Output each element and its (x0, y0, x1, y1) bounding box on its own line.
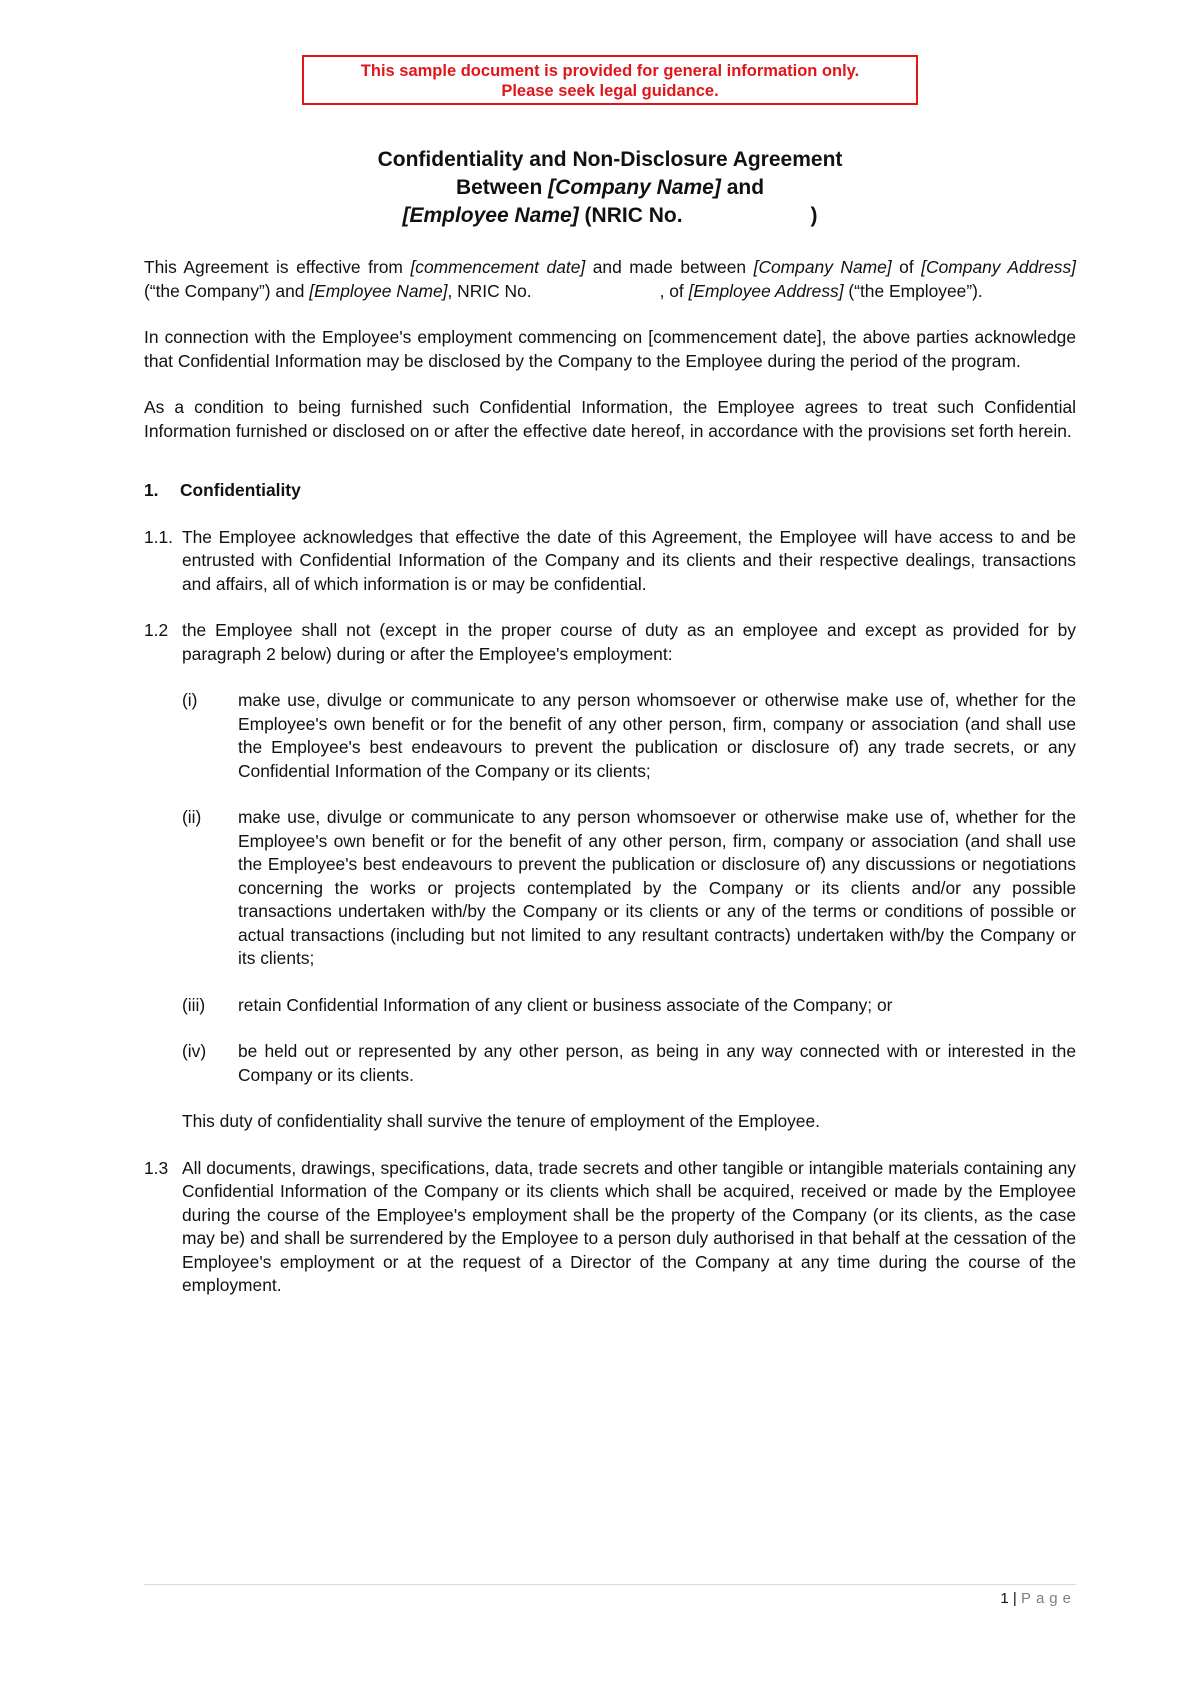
agreement-title (144, 146, 1076, 230)
title-between: Between (455, 176, 549, 199)
clause-1-3 (144, 1157, 1076, 1298)
item-number: (iv) (182, 1041, 207, 1061)
clause-1-2-items (182, 689, 1076, 1087)
title-and: and (720, 176, 765, 199)
title-nric-label: (NRIC No. (578, 204, 683, 227)
survival-paragraph: This duty of confidentiality shall survive the tenure of employment of the Employee. (182, 1111, 820, 1131)
section-title: Confidentiality (180, 480, 301, 500)
section-1-heading (144, 479, 1076, 503)
title-close-paren: ) (810, 204, 818, 227)
title-company-placeholder: [Company Name] (548, 176, 721, 199)
disclaimer-line-2: Please seek legal guidance. (501, 82, 719, 100)
item-text: make use, divulge or communicate to any person whomsoever or otherwise make use of, whether for the Employee's own benefit or for the benefit of any other person, firm, company or association (and shall use the Employee's best endeavours to prevent the publication or disclosure of) any trade secrets, or any Confidential Information of the Company or its clients; (238, 690, 1076, 781)
page-number: 1 (1000, 1590, 1009, 1607)
list-item (182, 994, 1076, 1018)
list-item (182, 689, 1076, 783)
intro-text: (“the Employee”). (843, 280, 983, 301)
clause-number: 1.2 (144, 620, 169, 640)
document-body (144, 256, 1076, 1321)
item-number: (iii) (182, 994, 206, 1015)
item-text: be held out or represented by any other person, as being in any way connected with or interested in the Company or its clients. (238, 1041, 1076, 1085)
clause-number: 1.1. (144, 526, 174, 547)
footer-separator: | (1008, 1590, 1021, 1607)
intro-text: , NRIC No. (447, 280, 532, 301)
title-employee-placeholder: [Employee Name] (402, 204, 579, 227)
item-number: (i) (182, 690, 198, 710)
title-line-1: Confidentiality and Non-Disclosure Agreement (377, 148, 843, 171)
disclaimer-box (302, 55, 918, 105)
clause-text: the Employee shall not (except in the proper course of duty as an employee and except as provided for by paragraph 2 below) during or after the Employee's employment: (182, 620, 1076, 664)
company-address-placeholder: [Company Address] (921, 257, 1076, 277)
intro-text: and made between (585, 257, 754, 277)
item-text: retain Confidential Information of any client or business associate of the Company; or (238, 994, 893, 1015)
employee-address-placeholder: [Employee Address] (688, 280, 844, 301)
list-item (182, 806, 1076, 971)
intro-paragraph-2: In connection with the Employee's employment commencing on [commencement date], the above parties acknowledge that Confidential Information may be disclosed by the Company to the Employee during the period of the program. (144, 327, 1076, 371)
footer-divider (144, 1584, 1076, 1585)
page-word: Page (1020, 1590, 1076, 1607)
intro-text: of (891, 257, 922, 277)
disclaimer-line-1: This sample document is provided for general information only. (360, 62, 860, 80)
item-number: (ii) (182, 807, 202, 827)
clause-text: All documents, drawings, specifications, data, trade secrets and other tangible or intangible materials containing any Confidential Information of the Company or its clients which shall be acquired, received or made by the Employee during the course of the Employee's employment shall be the property of the Company (or its clients, as the case may be) and shall be surrendered by the Employee to a person duly authorised in that behalf at the cessation of the Employee's employment or at the request of a Director of the Company at any time during the course of the employment. (182, 1157, 1076, 1295)
section-number: 1. (144, 480, 159, 500)
clause-1-1 (144, 526, 1076, 597)
company-name-placeholder: [Company Name] (753, 257, 892, 277)
title-line-3 (144, 202, 1076, 230)
clause-number: 1.3 (144, 1157, 169, 1178)
commencement-date-placeholder: [commencement date] (410, 257, 586, 277)
intro-text: This Agreement is effective from (144, 257, 411, 277)
item-text: make use, divulge or communicate to any person whomsoever or otherwise make use of, whether for the Employee's own benefit or for the benefit of any other person, firm, company or association (and shall use the Employee's best endeavours to prevent the publication or disclosure of) any discussions or negotiations concerning the works or projects contemplated by the Company or its clients and/or any possible transactions undertaken with/by the Company or its clients or any of the terms or conditions of possible or actual transactions (including but not limited to any resultant contracts) undertaken with/by the Company or its clients; (238, 807, 1076, 968)
clause-text: The Employee acknowledges that effective the date of this Agreement, the Employee will have access to and be entrusted with Confidential Information of the Company and its clients and their respective dealings, transactions and affairs, all of which information is or may be confidential. (182, 526, 1076, 594)
clause-1-2 (144, 619, 1076, 666)
title-line-2 (144, 174, 1076, 202)
intro-paragraph-3: As a condition to being furnished such Confidential Information, the Employee agrees to treat such Confidential Information furnished or disclosed on or after the effective date hereof, in accordance with the provisions set forth herein. (144, 397, 1076, 441)
page-footer (1000, 1590, 1076, 1607)
intro-text: , of (659, 280, 689, 301)
intro-text: (“the Company”) and (144, 280, 310, 301)
employee-name-placeholder: [Employee Name] (309, 280, 448, 301)
intro-paragraph-1 (144, 256, 1076, 303)
list-item (182, 1040, 1076, 1087)
